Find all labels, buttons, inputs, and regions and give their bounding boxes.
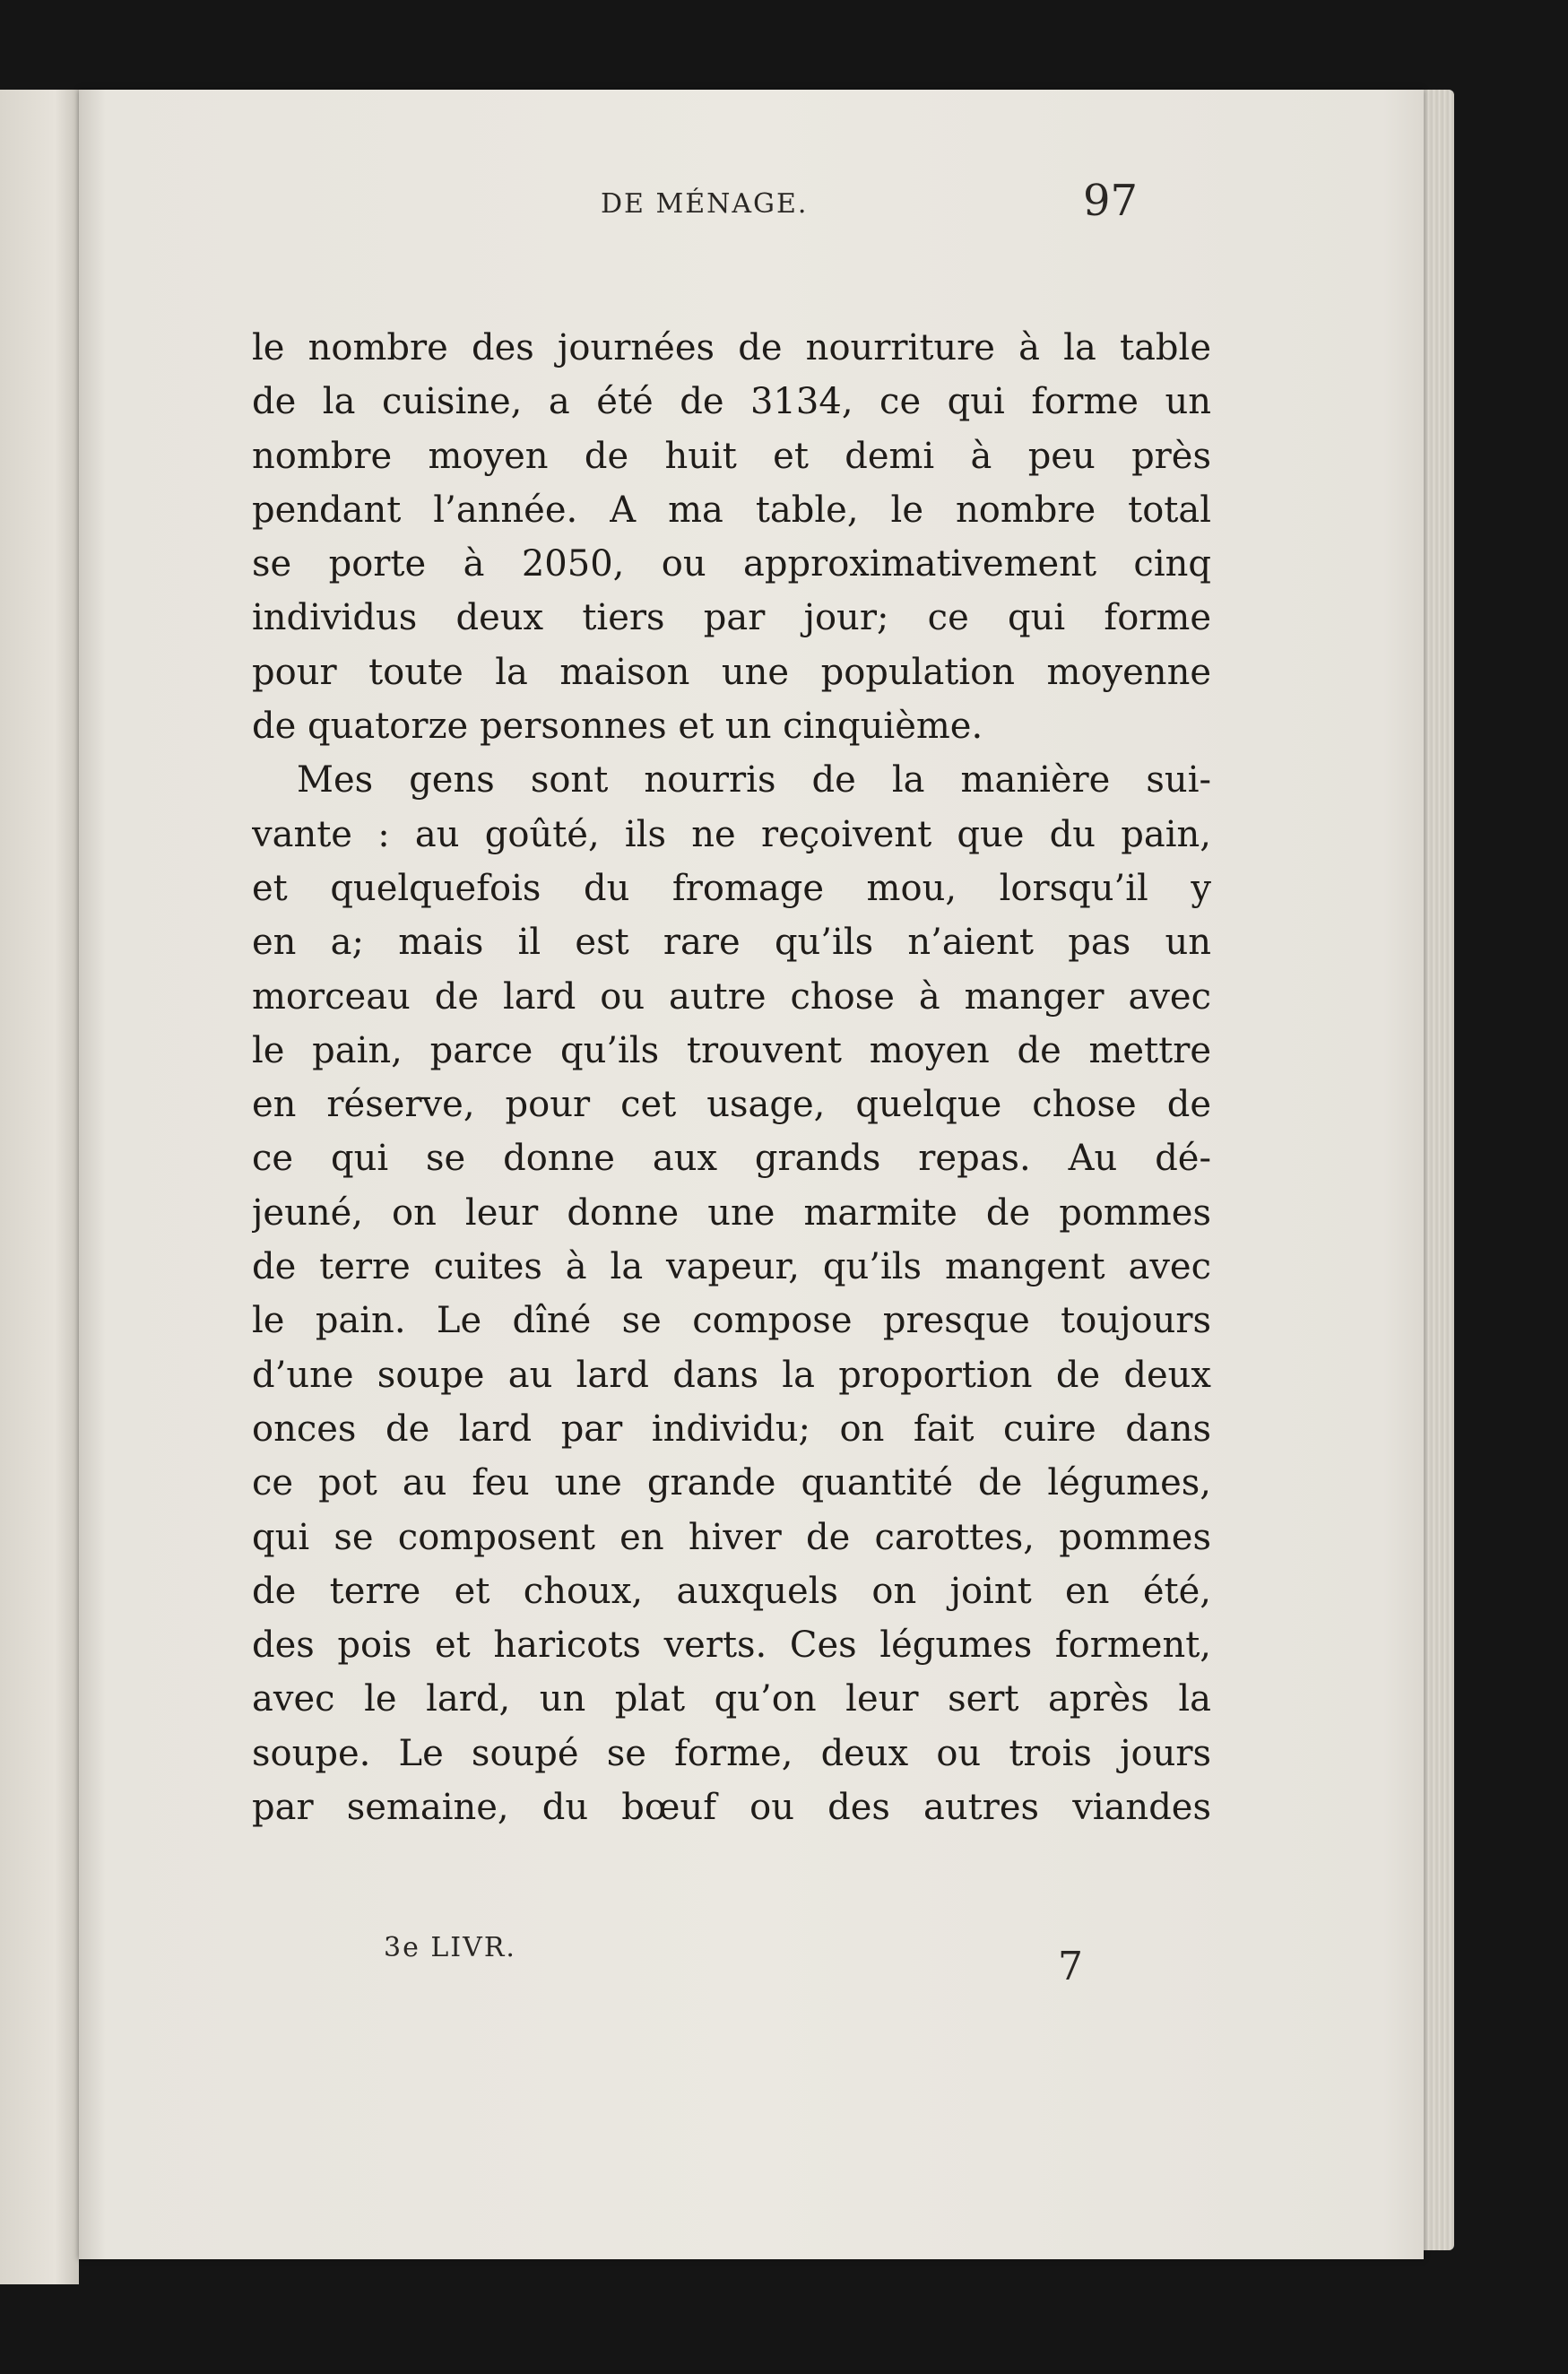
text-line: de terre cuites à la vapeur, qu’ils mangent avec [252,1246,1211,1288]
text-line: de la cuisine, a été de 3134, ce qui forme un [252,381,1211,423]
text-line: de terre et choux, auxquels on joint en été, [252,1570,1211,1612]
text-line: le pain, parce qu’ils trouvent moyen de mettre [252,1029,1211,1071]
text-line: ce qui se donne aux grands repas. Au dé- [252,1138,1211,1180]
text-line: des pois et haricots verts. Ces légumes forment, [252,1625,1211,1667]
text-line: qui se composent en hiver de carottes, pommes [252,1516,1211,1558]
text-line: ce pot au feu une grande quantité de légumes, [252,1462,1211,1504]
facing-page-edge [0,90,79,2284]
text-line: soupe. Le soupé se forme, deux ou trois jours [252,1732,1211,1774]
text-line: pendant l’année. A ma table, le nombre total [252,489,1211,531]
text-line: en réserve, pour cet usage, quelque chose de [252,1084,1211,1126]
text-line: vante : au goûté, ils ne reçoivent que du pain, [252,813,1211,855]
text-line: se porte à 2050, ou approximativement cinq [252,543,1211,585]
text-line: individus deux tiers par jour; ce qui forme [252,597,1211,639]
text-line: jeuné, on leur donne une marmite de pommes [252,1191,1211,1234]
text-line: et quelquefois du fromage mou, lorsqu’il y [252,867,1211,909]
text-line: onces de lard par individu; on fait cuire dans [252,1408,1211,1450]
running-head: DE MÉNAGE. [601,188,809,220]
text-line: le pain. Le dîné se compose presque toujours [252,1300,1211,1342]
signature-number: 7 [1058,1944,1083,1989]
signature-mark: 3e LIVR. [384,1932,516,1963]
text-line: avec le lard, un plat qu’on leur sert après la [252,1678,1211,1720]
body-text [252,321,1211,1834]
page-number: 97 [1083,176,1139,226]
text-line: d’une soupe au lard dans la proportion de deux [252,1354,1211,1396]
book-page [79,90,1424,2259]
text-line: pour toute la maison une population moyenne [252,651,1211,693]
text-line: par semaine, du bœuf ou des autres viandes [252,1787,1211,1829]
text-line: nombre moyen de huit et demi à peu près [252,435,1211,477]
text-line: Mes gens sont nourris de la manière sui- [297,759,1211,801]
text-line: morceau de lard ou autre chose à manger avec [252,975,1211,1018]
text-line: de quatorze personnes et un cinquième. [252,706,983,748]
text-line: le nombre des journées de nourriture à la table [252,327,1211,368]
text-line: en a; mais il est rare qu’ils n’aient pas un [252,922,1211,964]
